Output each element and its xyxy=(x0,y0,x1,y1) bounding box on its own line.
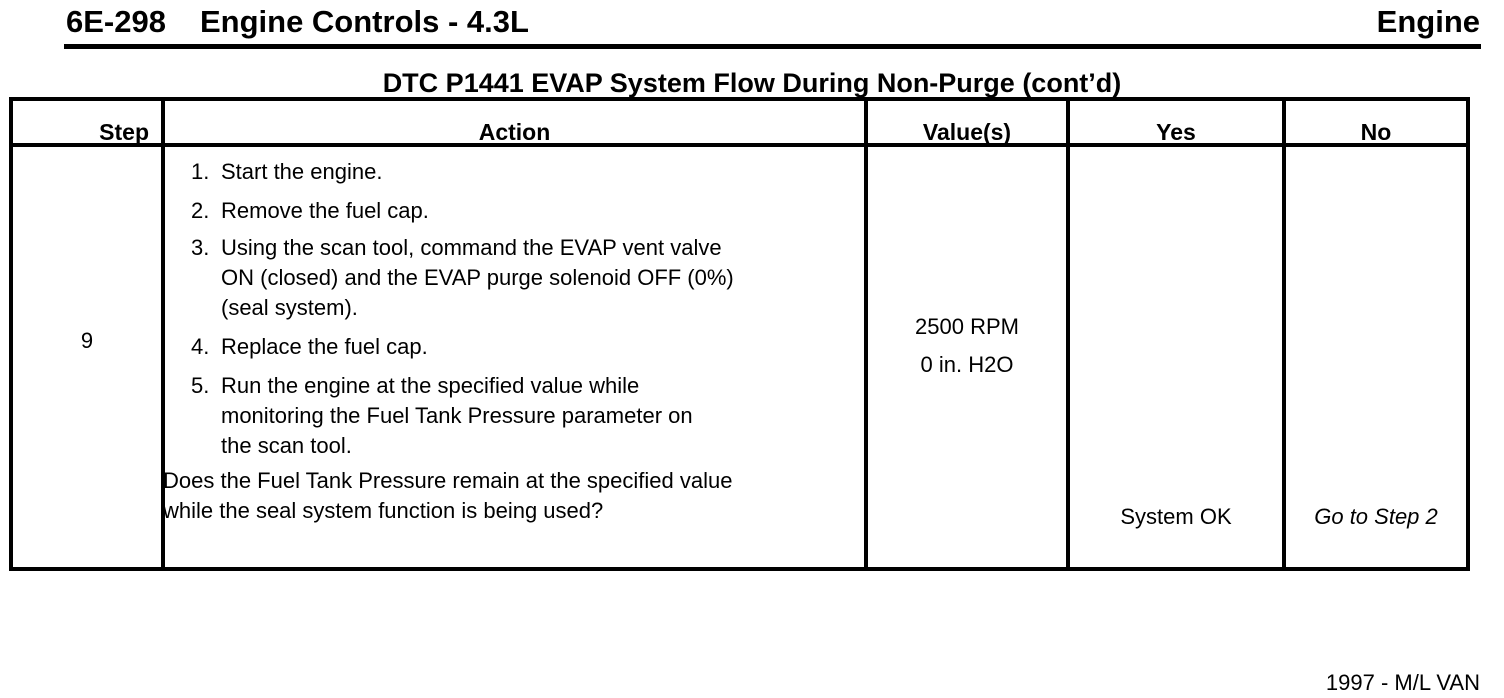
diagnostic-question xyxy=(163,466,732,526)
table-title: DTC P1441 EVAP System Flow During Non-Purge (cont’d) xyxy=(382,68,1122,98)
action-step-number: 1. xyxy=(191,159,210,184)
page-header-left xyxy=(66,4,529,40)
action-step xyxy=(191,233,734,323)
column-header-action: Action xyxy=(478,119,551,145)
action-step-text: ON (closed) and the EVAP purge solenoid OFF (0%) xyxy=(221,265,734,290)
question-line: Does the Fuel Tank Pressure remain at the specified value xyxy=(163,468,733,493)
action-step-text: Using the scan tool, command the EVAP vent valve xyxy=(221,235,722,260)
action-step-text: Start the engine. xyxy=(221,159,383,184)
action-step-number: 4. xyxy=(191,334,210,359)
column-header-no: No xyxy=(1360,119,1392,145)
section-name: Engine xyxy=(1376,4,1480,39)
column-header-yes: Yes xyxy=(1156,119,1196,145)
page-code: 6E-298 xyxy=(66,4,166,39)
action-step-text: Run the engine at the specified value while xyxy=(221,373,640,398)
column-header-step: Step xyxy=(99,119,149,145)
column-divider xyxy=(1066,101,1070,567)
action-step-text: the scan tool. xyxy=(221,433,352,458)
column-divider xyxy=(1282,101,1286,567)
action-step-text: Replace the fuel cap. xyxy=(221,334,428,359)
action-step-text: monitoring the Fuel Tank Pressure parameter on xyxy=(221,403,693,428)
action-step-number: 5. xyxy=(191,373,210,398)
column-header-values: Value(s) xyxy=(922,119,1012,145)
page-title: Engine Controls - 4.3L xyxy=(199,4,529,39)
question-line: while the seal system function is being used? xyxy=(163,498,604,523)
no-result: Go to Step 2 xyxy=(1314,504,1438,529)
action-step-text: (seal system). xyxy=(221,295,358,320)
action-step-text: Remove the fuel cap. xyxy=(221,198,429,223)
footer-model: 1997 - M/L VAN xyxy=(1325,670,1480,695)
yes-result: System OK xyxy=(1120,504,1232,529)
action-step xyxy=(191,371,693,461)
action-step-number: 2. xyxy=(191,198,210,223)
action-step xyxy=(191,196,429,226)
action-step xyxy=(191,332,428,362)
value-pressure: 0 in. H2O xyxy=(920,352,1014,377)
action-step-number: 3. xyxy=(191,235,210,260)
header-rule xyxy=(64,44,1481,49)
step-number: 9 xyxy=(80,328,94,353)
action-step xyxy=(191,157,382,187)
value-rpm: 2500 RPM xyxy=(915,314,1019,339)
